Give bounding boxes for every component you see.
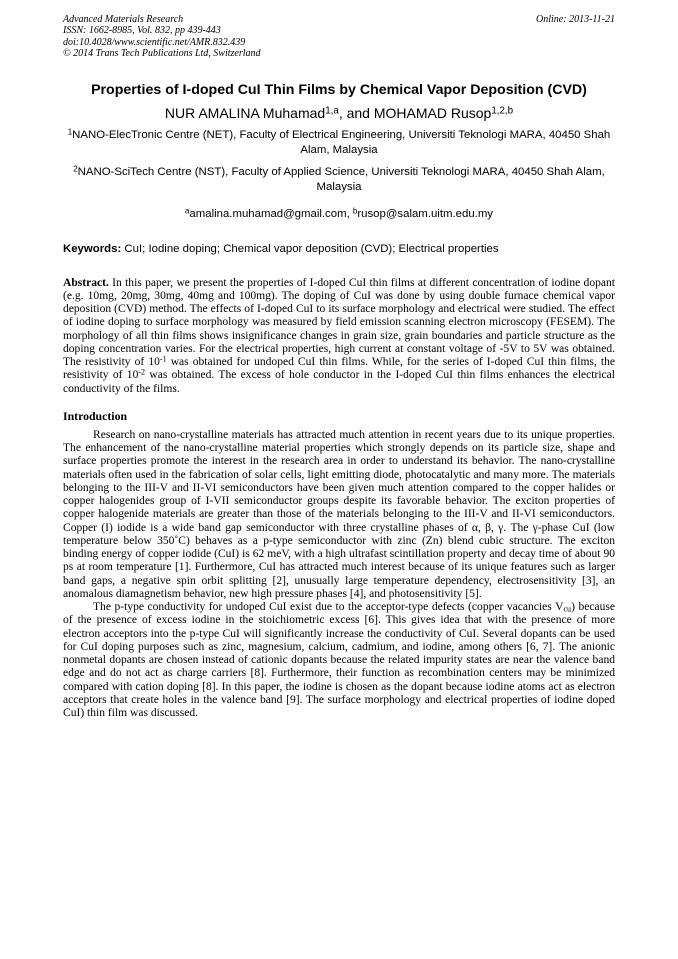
email-b-sup: b — [352, 206, 358, 216]
abstract-exponent-1: -1 — [159, 354, 167, 364]
online-date: Online: 2013-11-21 — [536, 14, 615, 25]
keywords — [63, 242, 615, 257]
paragraph-2-text-b: ) because of the presence of excess iodine in the stoichiometric excess [6]. This gives idea that with the presence of more electron acceptors into the p-type CuI will significantly increase the conductivity of CuI. Several dopants can be used for CuI doping purposes such as zinc, magnesium, calcium, cadmium, and iodine, among others [6, 7]. The anionic nonmetal dopants are chosen instead of cationic dopants because the related impurity states are near the valence band edge and do not act as charge carriers [8]. Furthermore, their function as recombination centers may be minimized compared with cation doping [8]. In this paper, the iodine is chosen as the dopant because iodine atoms act as electron acceptors that create holes in the valence band [9]. The surface morphology and electrical properties of iodine doped CuI) thin film was discussed. — [63, 601, 615, 720]
affiliation-1-sup: 1 — [67, 127, 73, 137]
introduction-paragraph-1: Research on nano-crystalline materials has attracted much attention in recent years due to its unique properties. The enhancement of the nano-crystalline material properties which strongly depends on its particle size, shape and surface properties promote the interest in the research area in order to understand its behavior. The nano-crystalline materials often used in the fabrication of solar cells, light emitting diode, photocatalytic and many more. The materials belonging to the III-V and II-VI semiconductors have been given much attention compared to the copper halides or copper halogenides group of I-VII semiconductor groups despite its favorable behavior. The exciton properties of copper halogenide materials are greater than those of the materials belonging to the III-V and II-VI semiconductors. Copper (I) iodide is a wide band gap semiconductor with three crystalline phases of α, β, γ. The γ-phase CuI (low temperature below 350˚C) behaves as a p-type semiconductor with zinc (Zn) blend cubic structure. The exciton binding energy of copper iodide (CuI) is 62 meV, with a high ultrafast scintillation property and decay time of about 90 ps at room temperature [1]. Furthermore, CuI has attracted much interest because of its unique features such as larger band gaps, a negative spin orbit splitting [2], unusually large temperature dependency, electrosensitivity [3], an anomalous diamagnetism behavior, new high pressure phases [4], and photosensitivity [5]. — [63, 428, 615, 600]
paragraph-2-subscript: cu — [563, 604, 572, 614]
journal-header — [63, 14, 615, 60]
email-b[interactable]: rusop@salam.uitm.edu.my — [357, 207, 494, 220]
email-separator: , — [346, 207, 353, 220]
keywords-text: CuI; Iodine doping; Chemical vapor deposition (CVD); Electrical properties — [121, 242, 499, 255]
email-a-sup: a — [184, 206, 190, 216]
affiliation-1-text: NANO-ElecTronic Centre (NET), Faculty of Electrical Engineering, Universiti Teknologi MARA, 40450 Shah Alam, Malaysia — [72, 128, 611, 157]
author-line — [63, 104, 615, 122]
email-line — [63, 207, 615, 222]
affiliation-1 — [63, 128, 615, 159]
abstract-text-1: In this paper, we present the properties of I-doped CuI thin films at different concentration of iodine dopant (e.g. 10mg, 20mg, 30mg, 40mg and 100mg). The doping of CuI was done by using double furnace chemical vapor deposition (CVD) method. The effects of I-doped CuI to its surface morphology and electrical were studied. The effect of iodine doping to surface morphology was measured by field emission scanning electron microscopy (FESEM). The morphology of all thin films shows insignificance changes in grain size, grain boundaries and particle structure as the doping concentration varies. For the electrical properties, high current at constant voltage of -5V to 5V was obtained. The resistivity of 10 — [63, 276, 615, 369]
introduction-paragraph-2 — [63, 601, 615, 720]
doi-line: doi:10.4028/www.scientific.net/AMR.832.439 — [63, 36, 246, 48]
copyright-line: © 2014 Trans Tech Publications Ltd, Switzerland — [63, 48, 261, 60]
paragraph-2-text-a: The p-type conductivity for undoped CuI exist due to the acceptor-type defects (copper vacancies V — [93, 601, 564, 614]
abstract-exponent-2: -2 — [138, 367, 146, 377]
author-2-name: MOHAMAD Rusop — [373, 104, 492, 121]
abstract-label: Abstract. — [63, 276, 109, 289]
author-1-name: NUR AMALINA Muhamad — [164, 104, 326, 121]
abstract-text-2: was obtained for undoped CuI thin films. While, for the series of I-doped CuI thin films, the resistivity of 10 — [63, 356, 615, 382]
keywords-label: Keywords: — [63, 242, 122, 255]
abstract-text-3: was obtained. The excess of hole conductor in the I-doped CuI thin films enhances the electrical conductivity of the films. — [63, 369, 615, 395]
abstract — [63, 277, 615, 396]
issn-line: ISSN: 1662-8985, Vol. 832, pp 439-443 — [63, 25, 221, 37]
affiliation-2-text: NANO-SciTech Centre (NST), Faculty of Applied Science, Universiti Teknologi MARA, 40450 Shah Alam, Malaysia — [77, 165, 605, 194]
author-separator: , and — [338, 104, 374, 121]
affiliation-2-sup: 2 — [73, 164, 78, 174]
affiliation-2 — [63, 165, 615, 196]
introduction-heading: Introduction — [63, 408, 128, 423]
journal-info — [63, 14, 261, 60]
paper-title: Properties of I-doped CuI Thin Films by Chemical Vapor Deposition (CVD) — [91, 81, 587, 98]
author-2-affil-sup: 1,2,b — [491, 105, 514, 117]
author-1-affil-sup: 1,a — [325, 105, 339, 117]
journal-name: Advanced Materials Research — [63, 14, 184, 25]
email-a[interactable]: amalina.muhamad@gmail.com — [189, 207, 347, 220]
